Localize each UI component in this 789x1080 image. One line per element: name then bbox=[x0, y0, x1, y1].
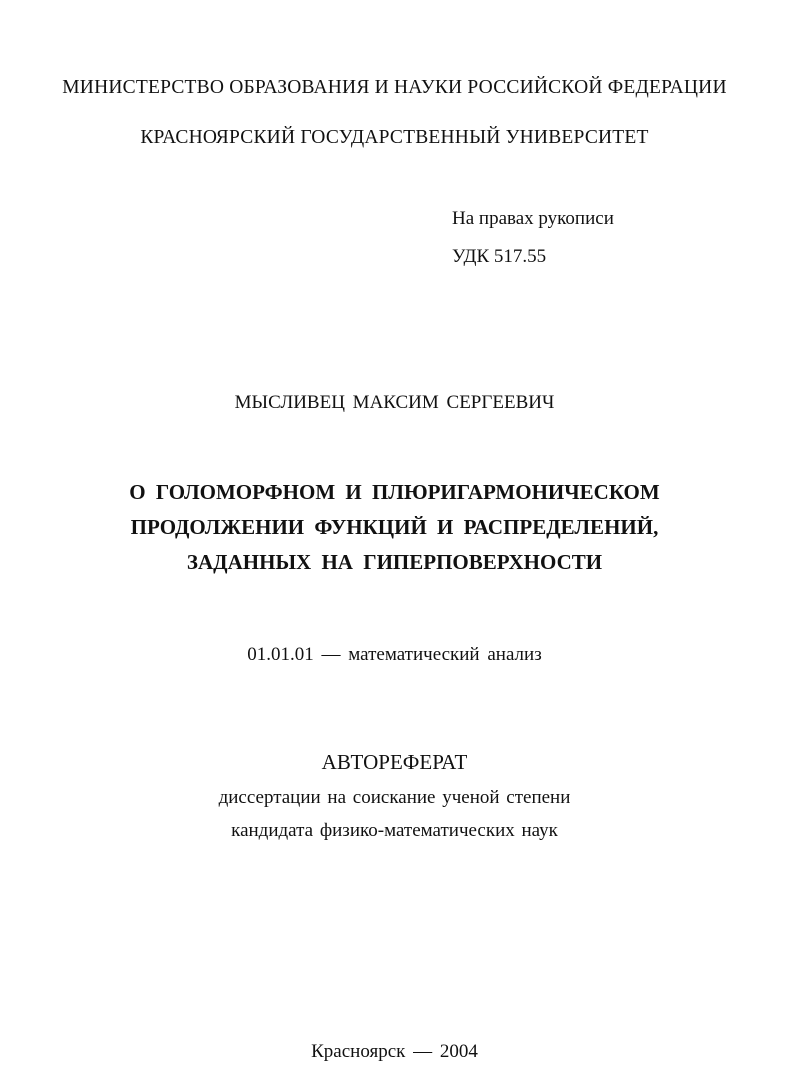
degree-purpose-line-2: кандидата физико-математических наук bbox=[231, 820, 558, 841]
dissertation-title-line-1: О ГОЛОМОРФНОМ И ПЛЮРИГАРМОНИЧЕСКОМ bbox=[129, 480, 660, 504]
dissertation-title-line-3: ЗАДАННЫХ НА ГИПЕРПОВЕРХНОСТИ bbox=[186, 550, 603, 574]
degree-purpose-line-1: диссертации на соискание ученой степени bbox=[218, 787, 571, 808]
ministry-heading: МИНИСТЕРСТВО ОБРАЗОВАНИЯ И НАУКИ РОССИЙСКОЙ ФЕДЕРАЦИИ bbox=[62, 77, 727, 98]
author-name: МЫСЛИВЕЦ МАКСИМ СЕРГЕЕВИЧ bbox=[234, 392, 555, 413]
university-heading: КРАСНОЯРСКИЙ ГОСУДАРСТВЕННЫЙ УНИВЕРСИТЕТ bbox=[140, 127, 649, 148]
udk-code: УДК 517.55 bbox=[452, 246, 547, 267]
document-type: АВТОРЕФЕРАТ bbox=[321, 750, 468, 774]
specialty-code: 01.01.01 — математический анализ bbox=[247, 644, 542, 665]
manuscript-rights-note: На правах рукописи bbox=[452, 208, 614, 229]
dissertation-title-line-2: ПРОДОЛЖЕНИИ ФУНКЦИЙ И РАСПРЕДЕЛЕНИЙ, bbox=[130, 515, 659, 539]
place-and-year: Красноярск — 2004 bbox=[311, 1041, 478, 1062]
